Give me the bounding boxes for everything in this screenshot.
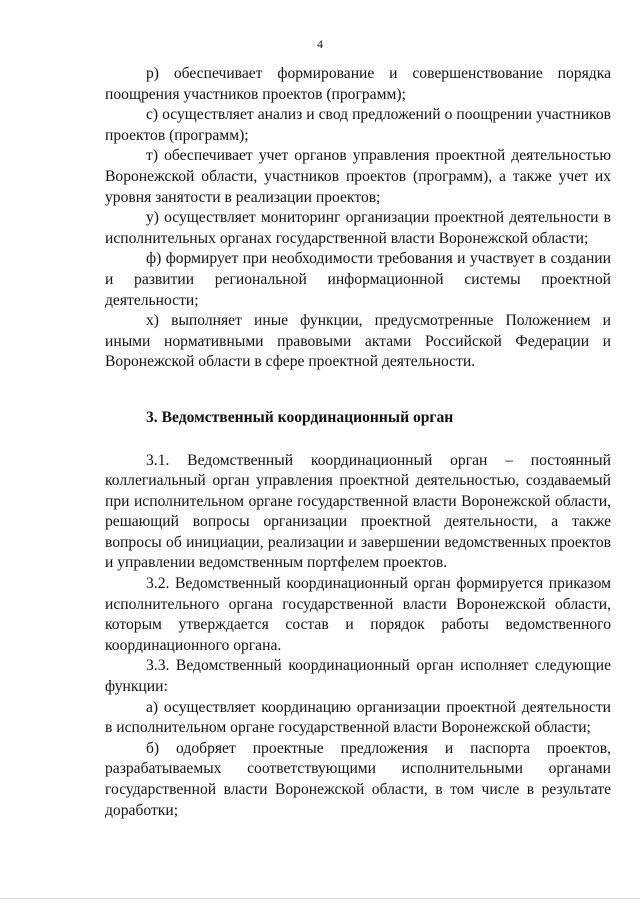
list-item-a: а) осуществляет координацию организации проектной деятельности в исполнительном органе государственной власти Воронежской области; [105,698,611,737]
page-bottom-divider [0,898,640,899]
list-item-r: р) обеспечивает формирование и совершенствование порядка поощрения участников проектов (программ); [105,65,611,103]
list-item-s: с) осуществляет анализ и свод предложений о поощрении участников проектов (программ); [105,106,611,144]
section-title: 3. Ведомственный координационный орган [146,408,454,426]
paragraph-3-2: 3.2. Ведомственный координационный орган формируется приказом исполнительного органа государственной власти Воронежской области, которым утверждается состав и порядок работы ведомственного координационного органа. [105,575,611,654]
list-item-t: т) обеспечивает учет органов управления проектной деятельностью Воронежской области, участников проектов (программ), а также учет их уровня занятости в реализации проектов; [105,147,611,206]
page-number: 4 [317,37,323,51]
paragraph-3-3: 3.3. Ведомственный координационный орган исполняет следующие функции: [105,657,611,696]
paragraph-3-1: 3.1. Ведомственный координационный орган – постоянный коллегиальный орган управления проектной деятельностью, создаваемый при исполнительном органе государственной власти Воронежской области, решающий вопросы организации проектной деятельности, а также вопросы об инициации, реализации и завершении ведомственных проектов и управлении ведомственным портфелем проектов. [105,451,611,572]
list-item-kh: х) выполняет иные функции, предусмотренные Положением и иными нормативными правовыми актами Российской Федерации и Воронежской области в сфере проектной деятельности. [105,312,611,371]
document-body [105,64,611,821]
list-item-u: у) осуществляет мониторинг организации проектной деятельности в исполнительных органах государственной власти Воронежской области; [105,209,611,247]
list-item-f: ф) формирует при необходимости требования и участвует в создании и развитии региональной информационной системы проектной деятельности; [105,250,611,309]
list-item-b: б) одобряет проектные предложения и паспорта проектов, разрабатываемых соответствующими исполнительными органами государственной власти Воронежской области, в том числе в результате доработки; [105,739,611,819]
